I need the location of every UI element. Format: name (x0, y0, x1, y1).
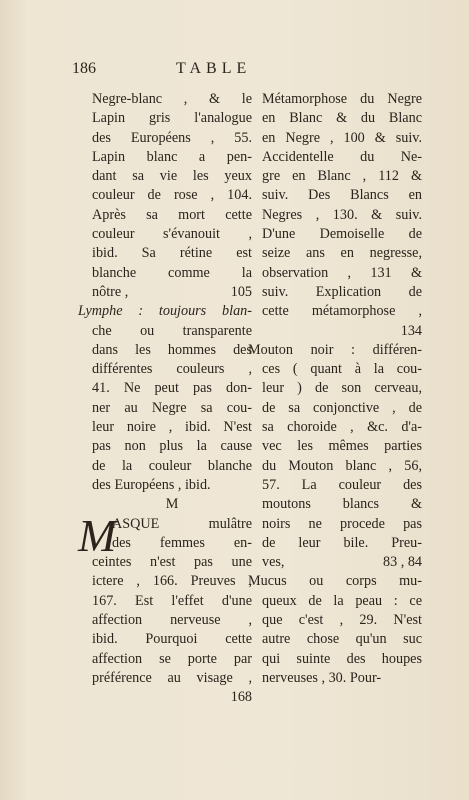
index-line: ces ( quant à la cou- (262, 361, 422, 378)
index-line: Lapin blanc a pen- (92, 148, 252, 165)
index-line: leur noire , ibid. N'est (92, 419, 252, 436)
index-line: D'une Demoiselle de (262, 226, 422, 243)
index-line: 57. La couleur des (262, 476, 422, 493)
index-line: en Negre , 100 & suiv. (262, 129, 422, 146)
index-line: préférence au visage , (92, 669, 252, 686)
index-line: pas non plus la cause (92, 438, 252, 455)
index-line: observation , 131 & (262, 264, 422, 281)
index-line: couleur s'évanouit , (92, 226, 252, 243)
page-ref-134: 134 (400, 322, 422, 339)
page-ref-83-84: 83 , 84 (382, 554, 422, 571)
index-line: nerveuses , 30. Pour- (262, 669, 382, 686)
index-line: suiv. Des Blancs en (262, 187, 422, 204)
index-line: sa choroide , &c. d'a- (262, 419, 422, 436)
page-ref-168: 168 (230, 689, 252, 706)
dropcap-block (78, 509, 252, 708)
index-line: ictere , 166. Preuves , (92, 573, 252, 590)
index-line: des femmes en- (112, 534, 252, 551)
index-line: des Européens , ibid. (92, 476, 211, 493)
index-line: Après sa mort cette (92, 206, 252, 223)
index-line: blanche comme la (92, 264, 252, 281)
index-line: seize ans en negresse, (262, 245, 422, 262)
index-line: du Mouton blanc , 56, (262, 457, 422, 474)
index-line: leur ) de son cerveau, (262, 380, 422, 397)
index-line: différentes couleurs , (92, 361, 252, 378)
index-line (92, 283, 252, 302)
index-line: suiv. Explication de (262, 283, 422, 300)
right-column (248, 90, 422, 688)
running-title: TABLE (176, 60, 252, 77)
index-line: de leur bile. Preu- (262, 534, 422, 551)
page-ref-105: 105 (230, 283, 252, 300)
index-line: cette métamorphose , (262, 303, 422, 320)
index-line-text: ves, (262, 554, 285, 571)
index-line (262, 553, 422, 572)
index-line: ASQUE mulâtre (112, 515, 252, 532)
page-number: 186 (72, 60, 96, 77)
index-line: affection nerveuse , (92, 612, 252, 629)
index-line: queux de la peau : ce (262, 592, 422, 609)
index-entry-heading: Mucus ou corps mu- (248, 573, 422, 590)
index-line: en Blanc & du Blanc (262, 110, 422, 127)
left-column (78, 90, 252, 708)
index-line: che ou transparente (92, 322, 252, 339)
index-line: 167. Est l'effet d'une (92, 592, 252, 609)
index-line: ibid. Sa rétine est (92, 245, 252, 262)
index-line: de la couleur blanche (92, 457, 252, 474)
index-line: affection se porte par (92, 650, 252, 667)
index-line: 41. Ne peut pas don- (92, 380, 252, 397)
page-header (0, 60, 469, 82)
index-line: de sa conjonctive , de (262, 399, 422, 416)
index-entry-heading: Métamorphose du Negre (262, 91, 422, 107)
index-entry-heading: Lymphe : toujours blan- (78, 303, 252, 320)
index-line: Lapin gris l'analogue (92, 110, 252, 127)
index-line: des Européens , 55. (92, 129, 252, 146)
section-letter: M (165, 496, 179, 513)
index-line: vec les mêmes parties (262, 438, 422, 455)
index-line: couleur de rose , 104. (92, 187, 252, 204)
index-line: que c'est , 29. N'est (262, 612, 422, 629)
index-line: autre chose qu'un suc (262, 631, 422, 648)
index-line: noirs ne procede pas (262, 515, 422, 532)
index-line-text: nôtre , (92, 283, 129, 300)
index-line: ner au Negre sa cou- (92, 399, 252, 416)
index-line: qui suinte des houpes (262, 650, 422, 667)
index-line: Negres , 130. & suiv. (262, 206, 422, 223)
index-line: Negre-blanc , & le (92, 91, 252, 107)
index-line: dant sa vie les yeux (92, 168, 252, 185)
index-entry-heading: Mouton noir : différen- (248, 341, 422, 358)
index-line: gre en Blanc , 112 & (262, 168, 422, 185)
index-line: dans les hommes des (92, 341, 252, 358)
dropcap: M (78, 509, 117, 561)
index-line: Accidentelle du Ne- (262, 148, 422, 165)
index-line: ibid. Pourquoi cette (92, 631, 252, 648)
index-line: moutons blancs & (262, 496, 422, 513)
index-line: ceintes n'est pas une (92, 554, 252, 571)
